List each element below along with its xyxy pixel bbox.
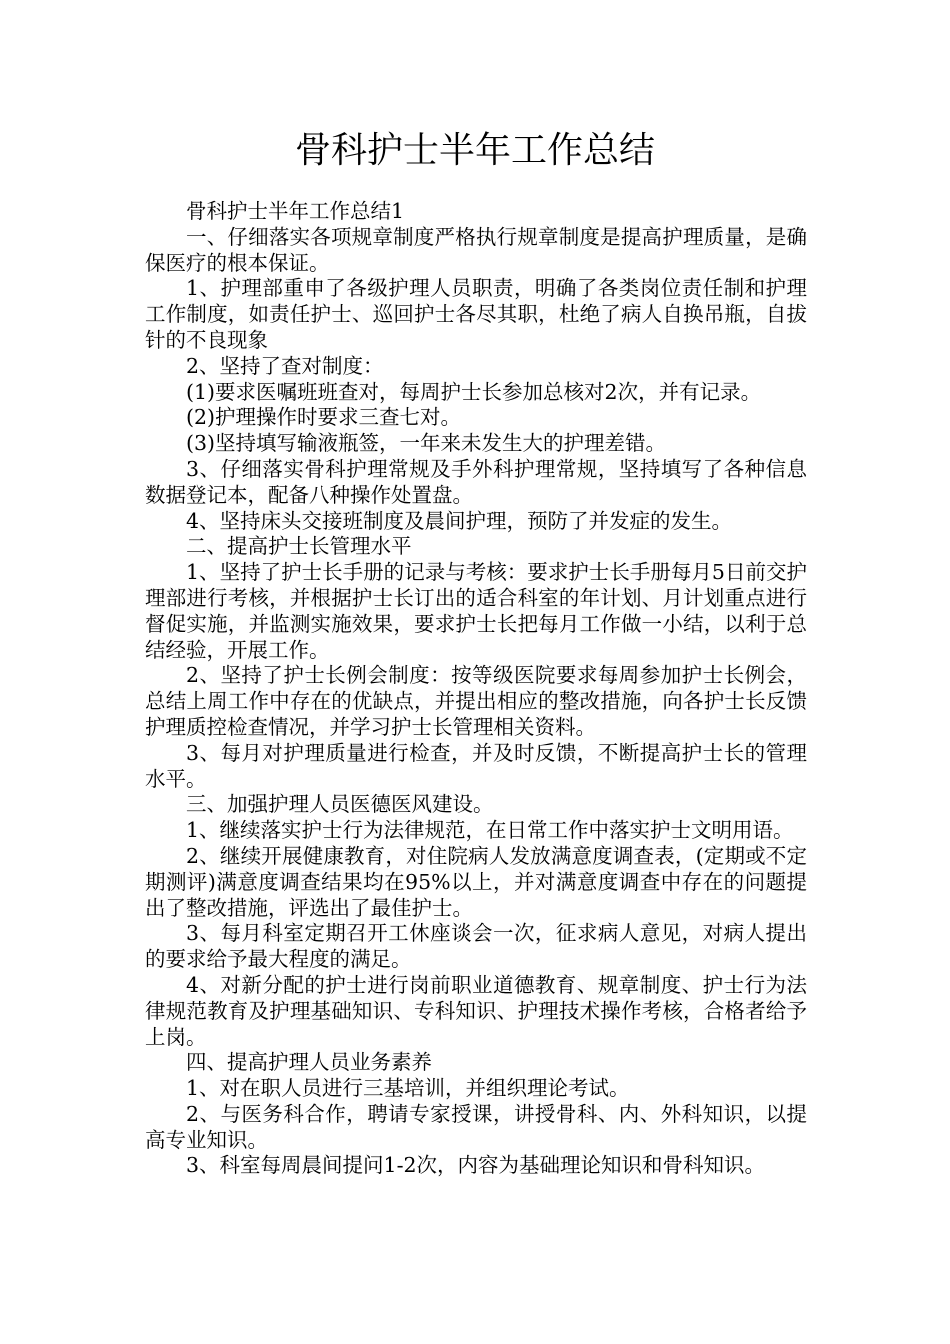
- paragraph: 3、每月科室定期召开工休座谈会一次，征求病人意见，对病人提出的要求给予最大程度的满足。: [145, 921, 807, 972]
- subtitle-paragraph: 骨科护士半年工作总结1: [186, 199, 405, 223]
- paragraph: 1、坚持了护士长手册的记录与考核：要求护士长手册每月5日前交护理部进行考核，并根据护士长订出的适合科室的年计划、月计划重点进行督促实施，并监测实施效果，要求护士长把每月工作做一小结，以利于总结经验，开展工作。: [145, 560, 807, 662]
- paragraph: 1、护理部重申了各级护理人员职责，明确了各类岗位责任制和护理工作制度，如责任护士、巡回护士各尽其职，杜绝了病人自换吊瓶，自拔针的不良现象: [145, 276, 807, 352]
- paragraph: 4、坚持床头交接班制度及晨间护理，预防了并发症的发生。: [186, 508, 733, 533]
- document-body: [145, 199, 807, 1179]
- paragraph: 4、对新分配的护士进行岗前职业道德教育、规章制度、护士行为法律规范教育及护理基础知识、专科知识、护理技术操作考核，合格者给予上岗。: [145, 972, 807, 1049]
- paragraph: (1)要求医嘱班班查对，每周护士长参加总核对2次，并有记录。: [186, 379, 762, 404]
- paragraph: 3、每月对护理质量进行检查，并及时反馈，不断提高护士长的管理水平。: [145, 740, 807, 791]
- paragraph: 2、坚持了护士长例会制度：按等级医院要求每周参加护士长例会，总结上周工作中存在的优缺点，并提出相应的整改措施，向各护士长反馈护理质控检查情况，并学习护士长管理相关资料。: [145, 663, 807, 739]
- paragraph: (3)坚持填写输液瓶签，一年来未发生大的护理差错。: [186, 431, 667, 456]
- section-heading-4: 四、提高护理人员业务素养: [186, 1050, 432, 1075]
- section-heading-3: 三、加强护理人员医德医风建设。: [186, 792, 494, 817]
- paragraph: 1、对在职人员进行三基培训，并组织理论考试。: [186, 1076, 630, 1101]
- section-heading-2: 二、提高护士长管理水平: [186, 534, 412, 559]
- paragraph: 2、与医务科合作，聘请专家授课，讲授骨科、内、外科知识，以提高专业知识。: [145, 1101, 807, 1152]
- paragraph: 2、坚持了查对制度：: [186, 353, 384, 378]
- paragraph: 1、继续落实护士行为法律规范，在日常工作中落实护士文明用语。: [186, 818, 794, 843]
- section-heading-1: 一、仔细落实各项规章制度严格执行规章制度是提高护理质量，是确保医疗的根本保证。: [145, 224, 807, 275]
- paragraph: (2)护理操作时要求三查七对。: [186, 405, 462, 430]
- paragraph: 3、科室每周晨间提问1-2次，内容为基础理论知识和骨科知识。: [186, 1153, 766, 1178]
- paragraph: 3、仔细落实骨科护理常规及手外科护理常规，坚持填写了各种信息数据登记本，配备八种操作处置盘。: [145, 456, 807, 507]
- paragraph: 2、继续开展健康教育，对住院病人发放满意度调查表，(定期或不定期测评)满意度调查结果均在95%以上，并对满意度调查中存在的问题提出了整改措施，评选出了最佳护士。: [145, 843, 807, 920]
- document-title: 骨科护士半年工作总结: [294, 130, 655, 171]
